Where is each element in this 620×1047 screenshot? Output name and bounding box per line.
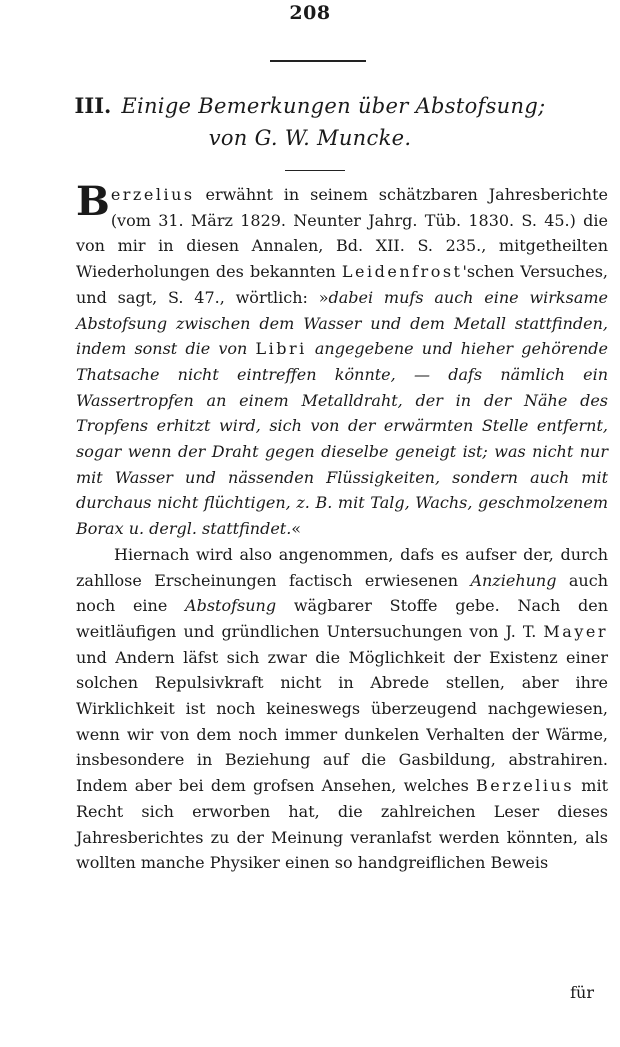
title-text: Einige Bemerkungen über Abstofsung; — [121, 94, 546, 118]
p1-quote-close: « — [291, 519, 302, 539]
section-numeral: III. — [74, 93, 112, 118]
p1-quote-1: dabei mufs auch eine wirksame Abstofsung zwischen dem Wasser und dem Metall stattfinden, indem sonst die von — [76, 287, 608, 359]
paragraph-1 — [76, 178, 609, 542]
title-line-1 — [0, 90, 620, 122]
name-berzelius: erzelius — [110, 185, 195, 204]
name-mayer: Mayer — [543, 621, 608, 641]
catchword: für — [570, 983, 594, 1002]
title-rule — [285, 170, 345, 171]
p1-text-2: 'schen Versuches, und sagt, S. 47., wörtlich: » — [76, 262, 609, 307]
p2-anziehung: Anziehung — [470, 570, 557, 590]
name-berzelius-2: Berzelius — [476, 776, 575, 796]
p2-text-5: mit Recht sich erworben hat, die zahlreichen Leser dieses Jahresberichtes zu der Meinung veranlafst werden könnten, als wollten manche Physiker einen so handgreiflichen Beweis — [76, 776, 609, 873]
name-libri: Libri — [255, 339, 307, 359]
p2-text-3: wägbarer Stoffe gebe. Nach den weitläufigen und gründlichen Untersuchungen von J. T. — [76, 596, 609, 641]
drop-cap: B — [76, 178, 110, 225]
p2-text-1: Hiernach wird also angenommen, dafs es aufser der, durch zahllose Erscheinungen factisch erwiesenen — [76, 544, 608, 590]
header-rule — [270, 60, 366, 62]
body-text — [76, 178, 609, 876]
name-leidenfrost: Leidenfrost — [341, 262, 463, 282]
p2-abstofsung: Abstofsung — [185, 596, 277, 616]
p2-text-4: und Andern läfst sich zwar die Möglichkeit der Existenz einer solchen Repulsivkraft nicht in Abrede stellen, aber ihre Wirklichkeit ist noch keineswegs überzeugend nachgewiesen, wenn wir von dem noch immer dunkelen Verhalten der Wärme, insbesondere in Beziehung auf die Gasbildung, abstrahiren. Indem aber bei dem grofsen Ansehen, welches — [76, 647, 608, 796]
page-number: 208 — [289, 2, 331, 24]
article-title — [0, 90, 620, 154]
paragraph-2 — [76, 542, 608, 876]
p1-quote-2: angegebene und hieher gehörende Thatsache nicht eintreffen könnte, — dafs nämlich ein Wassertropfen an einem Metalldraht, der in der Nähe des Tropfens erhitzt wird, sich von der erwärmten Stelle entfernt, sogar wenn der Draht gegen dieselbe geneigt ist; was nicht nur mit Wasser und nässenden Flüssigkeiten, sondern auch mit durchaus nicht flüchtigen, z. B. mit Talg, Wachs, geschmolzenem Borax u. dergl. stattfindet. — [76, 339, 608, 539]
p2-text-2: auch noch eine — [76, 570, 608, 616]
p1-text-1: erwähnt in seinem schätzbaren Jahresberichte (vom 31. März 1829. Neunter Jahrg. Tüb. 1830. S. 45.) die von mir in diesen Annalen, Bd. XII. S. 235., mitgetheilten Wiederholungen des bekannten — [76, 185, 608, 282]
title-author: von G. W. Muncke. — [208, 126, 412, 150]
